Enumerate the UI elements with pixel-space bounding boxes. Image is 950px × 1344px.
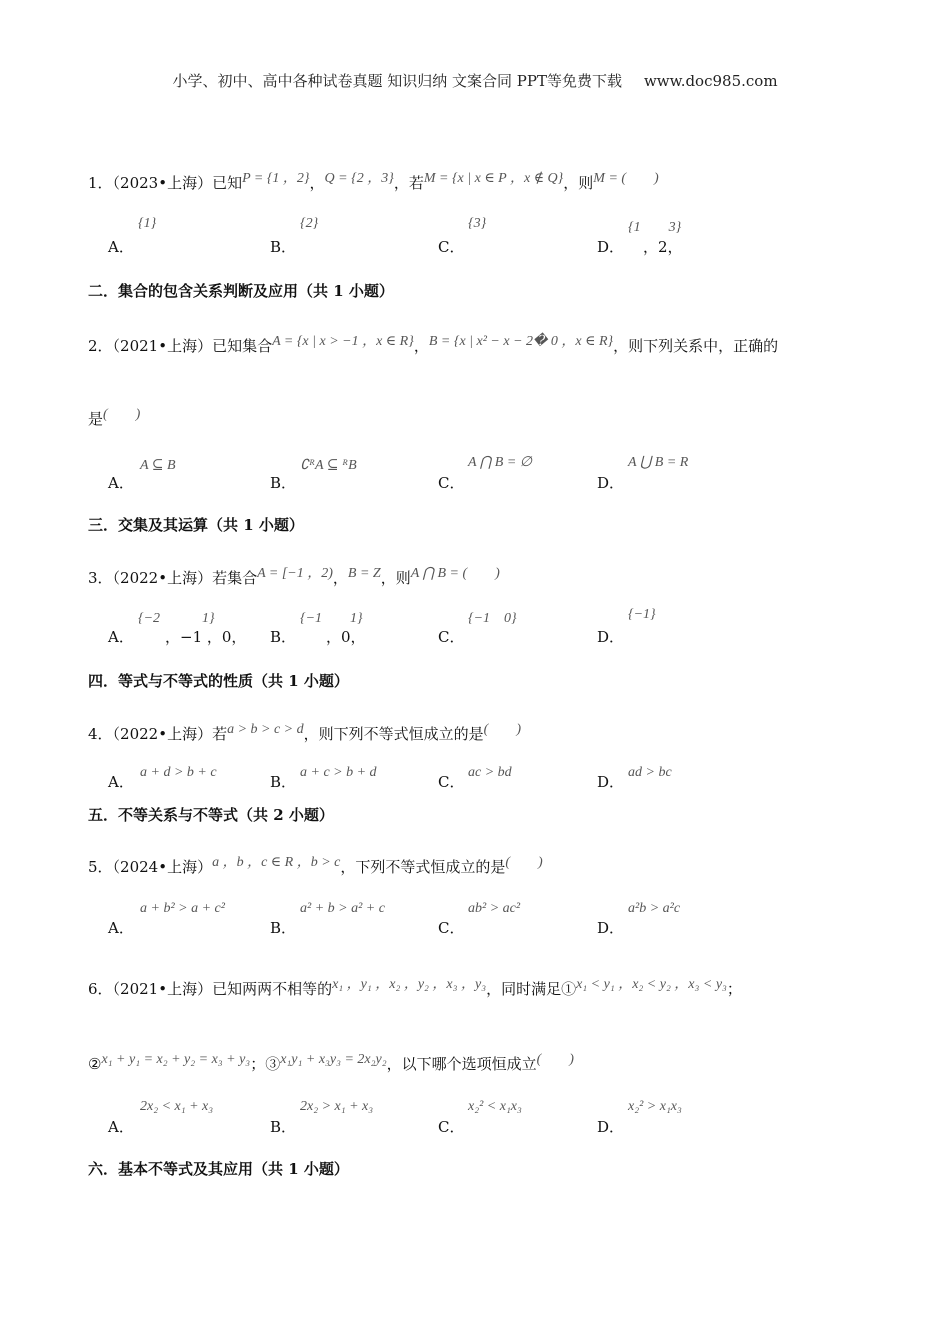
q2-source: （2021•上海）已知集合 <box>112 337 273 355</box>
q6-option-c-label[interactable]: C． <box>438 1118 465 1136</box>
q3-option-b-math-top: {−1 1} <box>300 611 363 626</box>
q6-option-b-math: 2x₂ > x₁ + x₃ <box>300 1099 374 1114</box>
q4-option-d-math: ad > bc <box>628 765 672 780</box>
q3-option-a-math-top: {−2 1} <box>138 611 215 626</box>
question-2-line-2 <box>88 408 140 429</box>
q4-option-c-label[interactable]: C． <box>438 773 465 791</box>
q6-option-d-label[interactable]: D． <box>597 1118 625 1136</box>
q4-option-a-math: a + d > b + c <box>140 765 217 780</box>
q6-condition-3: ；③ <box>250 1055 281 1073</box>
q3-sep-1: ， <box>332 569 348 587</box>
q4-option-b-math: a + c > b + d <box>300 765 377 780</box>
q4-option-c-math: ac > bd <box>468 765 512 780</box>
q6-source: （2021•上海）已知两两不相等的 <box>112 980 333 998</box>
q1-math-1: P = {1 ，2} <box>242 171 310 186</box>
q5-number: 5． <box>88 858 113 876</box>
q1-option-d-math-bottom: ，2， <box>643 238 683 256</box>
q6-option-a-label[interactable]: A． <box>108 1118 134 1136</box>
q4-number: 4． <box>88 725 113 743</box>
q3-option-b-label[interactable]: B． <box>270 628 297 646</box>
section-4-heading: 四．等式与不等式的性质（共 1 小题） <box>88 672 349 690</box>
q2-tail: ，则下列关系中，正确的 <box>613 337 779 355</box>
q1-option-b-math: {2} <box>300 216 319 231</box>
q3-option-d-label[interactable]: D． <box>597 628 625 646</box>
section-5-heading: 五．不等关系与不等式（共 2 小题） <box>88 806 334 824</box>
q2-option-a-math: A ⊆ B <box>140 458 176 473</box>
q5-math-1: a ，b ，c ∈ R ，b > c <box>212 855 341 870</box>
q5-tail: ，下列不等式恒成立的是 <box>340 858 506 876</box>
q4-option-a-label[interactable]: A． <box>108 773 134 791</box>
q1-math-3: M = {x | x ∈ P ，x ∉ Q} <box>423 171 564 186</box>
header-url[interactable]: www.doc985.com <box>643 72 778 90</box>
section-6-heading: 六．基本不等式及其应用（共 1 小题） <box>88 1160 349 1178</box>
q2-paren: ( ) <box>103 407 141 422</box>
q3-math-3: A ⋂ B = ( ) <box>410 566 500 581</box>
q5-option-a-label[interactable]: A． <box>108 919 134 937</box>
q1-number: 1． <box>88 174 113 192</box>
q6-option-c-math: x₂² < x₁x₃ <box>468 1099 522 1114</box>
q2-number: 2． <box>88 337 113 355</box>
q6-math-1: x₁ ，y₁ ，x₂ ，y₂ ，x₃ ，y₃ <box>332 977 487 992</box>
q5-option-b-math: a² + b > a² + c <box>300 901 385 916</box>
q4-tail: ，则下列不等式恒成立的是 <box>303 725 484 743</box>
q2-option-c-label[interactable]: C． <box>438 474 465 492</box>
q5-option-c-math: ab² > ac² <box>468 901 521 916</box>
q1-option-b-label[interactable]: B． <box>270 238 297 256</box>
question-3 <box>88 567 500 588</box>
q6-option-b-label[interactable]: B． <box>270 1118 297 1136</box>
q5-option-d-math: a²b > a²c <box>628 901 681 916</box>
q6-option-a-math: 2x₂ < x₁ + x₃ <box>140 1099 214 1114</box>
question-2 <box>88 335 778 356</box>
q6-option-d-math: x₂² > x₁x₃ <box>628 1099 682 1114</box>
q2-sep-1: ， <box>413 337 429 355</box>
q6-number: 6． <box>88 980 113 998</box>
question-5 <box>88 856 543 877</box>
q3-number: 3． <box>88 569 113 587</box>
q4-paren: ( ) <box>483 722 521 737</box>
question-6 <box>88 978 742 999</box>
section-2-heading: 二．集合的包含关系判断及应用（共 1 小题） <box>88 282 394 300</box>
q5-source: （2024•上海） <box>112 858 213 876</box>
q2-option-a-label[interactable]: A． <box>108 474 134 492</box>
q2-line-2: 是 <box>88 410 104 428</box>
q1-sep-1: ， <box>309 174 325 192</box>
q3-option-d-math: {−1} <box>628 607 656 622</box>
q5-option-b-label[interactable]: B． <box>270 919 297 937</box>
q6-end-1: ； <box>726 980 742 998</box>
q6-math-3: x₁ + y₁ = x₂ + y₂ = x₃ + y₃ <box>101 1052 251 1067</box>
q4-source: （2022•上海）若 <box>112 725 228 743</box>
q5-paren: ( ) <box>505 855 543 870</box>
q1-source: （2023•上海）已知 <box>112 174 243 192</box>
q1-sep-3: ，则 <box>563 174 594 192</box>
q3-option-a-label[interactable]: A． <box>108 628 134 646</box>
question-6-line-2 <box>88 1053 574 1074</box>
q4-option-d-label[interactable]: D． <box>597 773 625 791</box>
q6-math-4: x₁y₁ + x₃y₃ = 2x₂y₂ <box>280 1052 387 1067</box>
q4-option-b-label[interactable]: B． <box>270 773 297 791</box>
q2-option-d-math: A ⋃ B = R <box>628 455 689 470</box>
q3-option-c-math: {−1 0} <box>468 611 517 626</box>
q1-sep-2: ，若 <box>393 174 424 192</box>
q3-option-b-math-bottom: ，0， <box>326 628 366 646</box>
q5-option-d-label[interactable]: D． <box>597 919 625 937</box>
q1-option-d-label[interactable]: D． <box>597 238 625 256</box>
q6-condition-2: ② <box>88 1055 102 1073</box>
header-text: 小学、初中、高中各种试卷真题 知识归纳 文案合同 PPT等免费下载 <box>172 72 622 90</box>
q3-option-c-label[interactable]: C． <box>438 628 465 646</box>
q1-option-c-label[interactable]: C． <box>438 238 465 256</box>
q4-math-1: a > b > c > d <box>227 722 304 737</box>
section-3-heading: 三．交集及其运算（共 1 小题） <box>88 516 304 534</box>
q2-option-c-math: A ⋂ B = ∅ <box>468 455 532 470</box>
question-1 <box>88 172 659 193</box>
q1-option-d-math-top: {1 3} <box>628 220 682 235</box>
q3-sep-2: ，则 <box>380 569 411 587</box>
q2-option-b-math: ∁ᴿA ⊆ ᴿB <box>300 458 357 473</box>
q5-option-a-math: a + b² > a + c² <box>140 901 225 916</box>
q3-option-a-math-bottom: ，−1 ，0， <box>165 628 247 646</box>
q1-math-4: M = ( ) <box>593 171 659 186</box>
q2-math-1: A = {x | x > −1 ，x ∈ R} <box>272 334 414 349</box>
q6-paren: ( ) <box>536 1052 574 1067</box>
q5-option-c-label[interactable]: C． <box>438 919 465 937</box>
q2-math-2: B = {x | x² − x − 2� 0 ，x ∈ R} <box>428 334 614 349</box>
q6-mid: ，同时满足① <box>486 980 577 998</box>
q1-option-a-math: {1} <box>138 216 157 231</box>
question-4 <box>88 723 521 744</box>
q3-source: （2022•上海）若集合 <box>112 569 258 587</box>
q3-math-1: A = [−1 ，2) <box>257 566 333 581</box>
q1-option-c-math: {3} <box>468 216 487 231</box>
page-header <box>0 70 950 91</box>
q3-math-2: B = Z <box>347 566 381 581</box>
q6-math-2: x₁ < y₁ ，x₂ < y₂ ，x₃ < y₃ <box>576 977 727 992</box>
q1-math-2: Q = {2 ，3} <box>324 171 394 186</box>
q1-option-a-label[interactable]: A． <box>108 238 134 256</box>
q6-tail: ，以下哪个选项恒成立 <box>386 1055 537 1073</box>
q2-option-b-label[interactable]: B． <box>270 474 297 492</box>
q2-option-d-label[interactable]: D． <box>597 474 625 492</box>
